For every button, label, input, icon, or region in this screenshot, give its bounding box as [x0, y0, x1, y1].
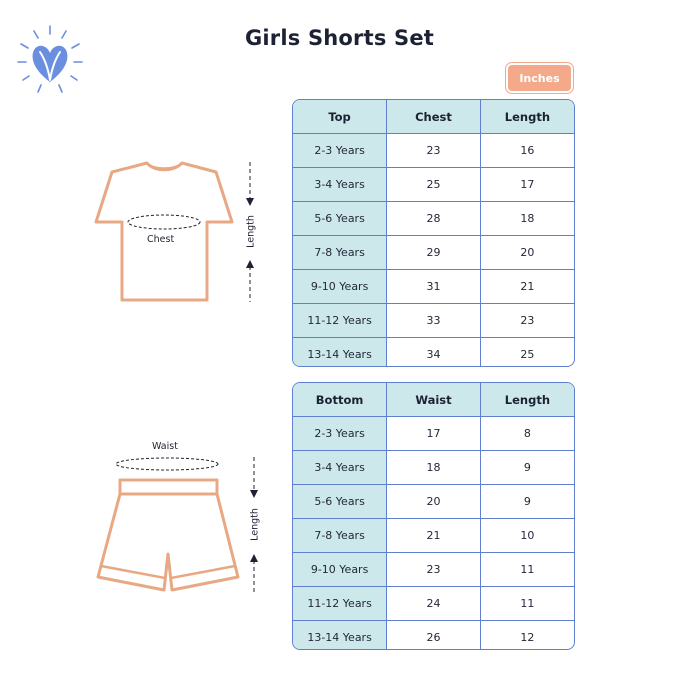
length-cell: 18: [480, 202, 574, 236]
age-cell: 7-8 Years: [293, 519, 387, 553]
age-cell: 5-6 Years: [293, 202, 387, 236]
table-header-row: [293, 383, 574, 417]
unit-badge: Inches: [508, 65, 571, 91]
age-cell: 13-14 Years: [293, 621, 387, 651]
length-cell: 25: [480, 338, 574, 368]
waist-measure-ellipse: [116, 458, 218, 470]
column-header: Bottom: [293, 383, 387, 417]
length-cell: 9: [480, 451, 574, 485]
chest-cell: 25: [387, 168, 481, 202]
waist-cell: 18: [387, 451, 481, 485]
waist-cell: 17: [387, 417, 481, 451]
length-cell: 12: [480, 621, 574, 651]
column-header: Waist: [387, 383, 481, 417]
top-size-table: [292, 99, 575, 367]
chest-cell: 23: [387, 134, 481, 168]
column-header: Chest: [387, 100, 481, 134]
table-row: [293, 270, 574, 304]
age-cell: 11-12 Years: [293, 587, 387, 621]
chest-measure-ellipse: [128, 215, 200, 229]
shorts-icon: [92, 452, 242, 597]
length-cell: 8: [480, 417, 574, 451]
table-row: [293, 451, 574, 485]
table-row: [293, 168, 574, 202]
age-cell: 11-12 Years: [293, 304, 387, 338]
page-title: Girls Shorts Set: [244, 26, 435, 50]
top-length-label: Length: [245, 215, 257, 248]
age-cell: 2-3 Years: [293, 134, 387, 168]
waist-cell: 20: [387, 485, 481, 519]
age-cell: 7-8 Years: [293, 236, 387, 270]
bottom-length-label: Length: [249, 508, 261, 541]
chest-cell: 33: [387, 304, 481, 338]
age-cell: 9-10 Years: [293, 270, 387, 304]
waist-cell: 24: [387, 587, 481, 621]
column-header: Length: [480, 383, 574, 417]
chest-cell: 28: [387, 202, 481, 236]
table-row: [293, 202, 574, 236]
chest-label: Chest: [147, 234, 175, 245]
waist-cell: 23: [387, 553, 481, 587]
age-cell: 9-10 Years: [293, 553, 387, 587]
waist-label: Waist: [152, 441, 178, 452]
age-cell: 13-14 Years: [293, 338, 387, 368]
chest-cell: 34: [387, 338, 481, 368]
length-cell: 16: [480, 134, 574, 168]
age-cell: 3-4 Years: [293, 451, 387, 485]
table-row: [293, 338, 574, 368]
table-row: [293, 304, 574, 338]
table-row: [293, 236, 574, 270]
table-row: [293, 621, 574, 651]
table-row: [293, 519, 574, 553]
column-header: Top: [293, 100, 387, 134]
table-row: [293, 485, 574, 519]
length-cell: 11: [480, 553, 574, 587]
table-row: [293, 553, 574, 587]
length-cell: 10: [480, 519, 574, 553]
length-cell: 20: [480, 236, 574, 270]
table-row: [293, 417, 574, 451]
chest-cell: 31: [387, 270, 481, 304]
length-cell: 11: [480, 587, 574, 621]
length-cell: 21: [480, 270, 574, 304]
waist-cell: 26: [387, 621, 481, 651]
table-row: [293, 587, 574, 621]
length-cell: 9: [480, 485, 574, 519]
bottom-size-table: [292, 382, 575, 650]
table-row: [293, 134, 574, 168]
waist-cell: 21: [387, 519, 481, 553]
length-cell: 23: [480, 304, 574, 338]
chest-cell: 29: [387, 236, 481, 270]
age-cell: 2-3 Years: [293, 417, 387, 451]
tshirt-icon: [92, 160, 237, 305]
age-cell: 5-6 Years: [293, 485, 387, 519]
age-cell: 3-4 Years: [293, 168, 387, 202]
column-header: Length: [480, 100, 574, 134]
table-header-row: [293, 100, 574, 134]
length-cell: 17: [480, 168, 574, 202]
